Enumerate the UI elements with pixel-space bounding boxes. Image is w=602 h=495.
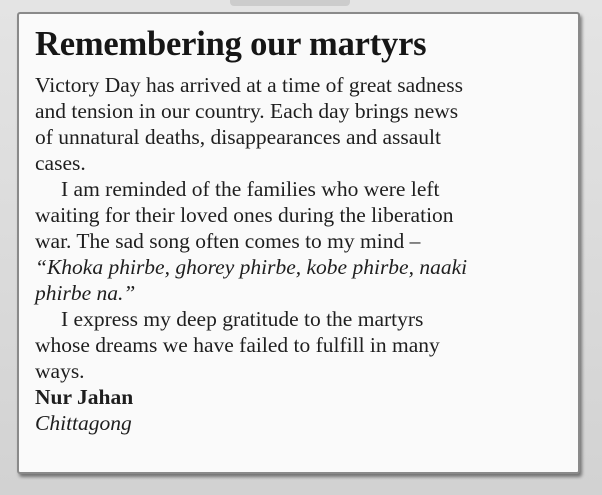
paragraph-2-line-1: I am reminded of the families who were left — [61, 177, 440, 201]
author-name: Nur Jahan — [35, 385, 134, 409]
paragraph-2-line-2: waiting for their loved ones during the liberation — [35, 203, 454, 227]
paragraph-1-line-3: of unnatural deaths, disappearances and assault — [35, 125, 441, 149]
paragraph-3-line-1: I express my deep gratitude to the martyrs — [61, 307, 424, 331]
song-quote-line-2: phirbe na.” — [35, 281, 136, 305]
paragraph-2-line-3: war. The sad song often comes to my mind – — [35, 229, 421, 253]
author-city: Chittagong — [35, 411, 132, 435]
song-quote-line-1: “Khoka phirbe, ghorey phirbe, kobe phirbe, naaki — [35, 255, 468, 279]
letter-headline: Remembering our martyrs — [35, 25, 427, 63]
paragraph-3-line-2: whose dreams we have failed to fulfill in many — [35, 333, 440, 357]
paragraph-3-line-3: ways. — [35, 359, 85, 383]
paragraph-1-line-2: and tension in our country. Each day brings news — [35, 99, 459, 123]
letter-body — [35, 72, 565, 436]
paragraph-1-line-1: Victory Day has arrived at a time of great sadness — [35, 73, 463, 97]
previous-article-edge — [230, 0, 350, 6]
paragraph-1-line-4: cases. — [35, 151, 86, 175]
